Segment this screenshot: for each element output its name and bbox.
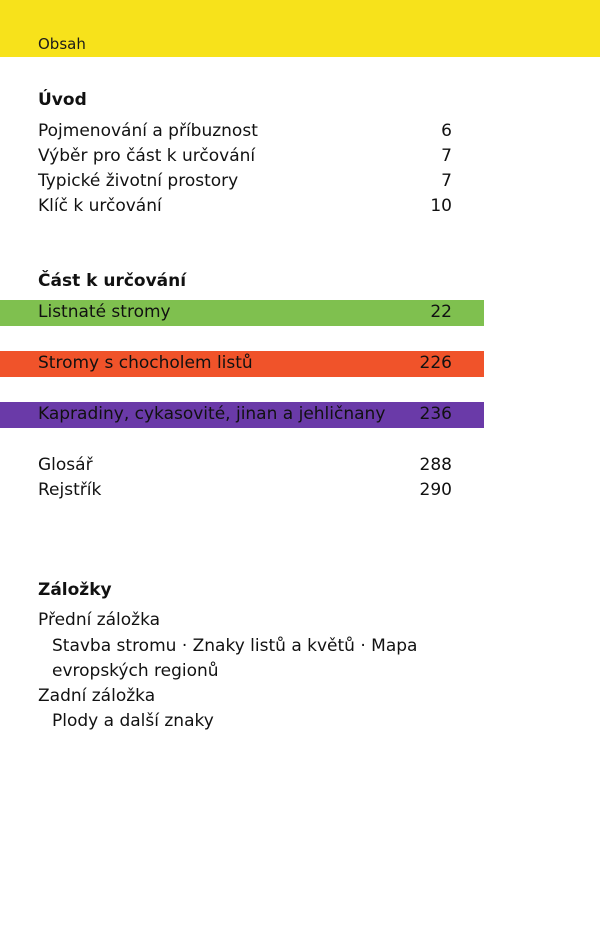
category-bar-label: Kapradiny, cykasovité, jinan a jehličnany [38, 404, 386, 424]
back-bookmark-label: Zadní záložka [38, 686, 156, 706]
category-bar-conifers[interactable] [0, 402, 484, 428]
toc-row-selection[interactable] [38, 146, 452, 172]
category-bar-label: Listnaté stromy [38, 302, 171, 322]
front-bookmark-contents-cont: evropských regionů [52, 661, 219, 681]
toc-row-label: Klíč k určování [38, 196, 162, 216]
toc-row-page: 288 [419, 455, 452, 475]
category-bar-page: 236 [419, 404, 452, 424]
category-bar-label: Stromy s chocholem listů [38, 353, 253, 373]
toc-row-label: Výběr pro část k určování [38, 146, 256, 166]
category-bar-page: 22 [430, 302, 452, 322]
bookmarks-title: Záložky [38, 580, 112, 600]
category-bar-broadleaf[interactable] [0, 300, 484, 326]
toc-row-page: 7 [441, 171, 452, 191]
toc-row-page: 10 [430, 196, 452, 216]
front-bookmark-label: Přední záložka [38, 610, 161, 630]
toc-row-label: Pojmenování a příbuznost [38, 121, 258, 141]
toc-row-glossary[interactable] [38, 455, 452, 481]
toc-row-page: 6 [441, 121, 452, 141]
toc-row-key[interactable] [38, 196, 452, 222]
category-bar-leaf-crown[interactable] [0, 351, 484, 377]
toc-row-habitats[interactable] [38, 171, 452, 197]
back-bookmark-contents: Plody a další znaky [52, 711, 214, 731]
toc-row-naming[interactable] [38, 121, 452, 147]
toc-row-label: Glosář [38, 455, 93, 475]
header-band [0, 0, 600, 57]
toc-row-page: 7 [441, 146, 452, 166]
identification-title: Část k určování [38, 271, 187, 291]
intro-title: Úvod [38, 90, 87, 110]
toc-row-index[interactable] [38, 480, 452, 506]
section-header-label: Obsah [38, 35, 86, 53]
category-bar-page: 226 [419, 353, 452, 373]
front-bookmark-contents: Stavba stromu · Znaky listů a květů · Mapa [52, 636, 418, 656]
toc-row-page: 290 [419, 480, 452, 500]
toc-row-label: Typické životní prostory [38, 171, 239, 191]
toc-row-label: Rejstřík [38, 480, 102, 500]
